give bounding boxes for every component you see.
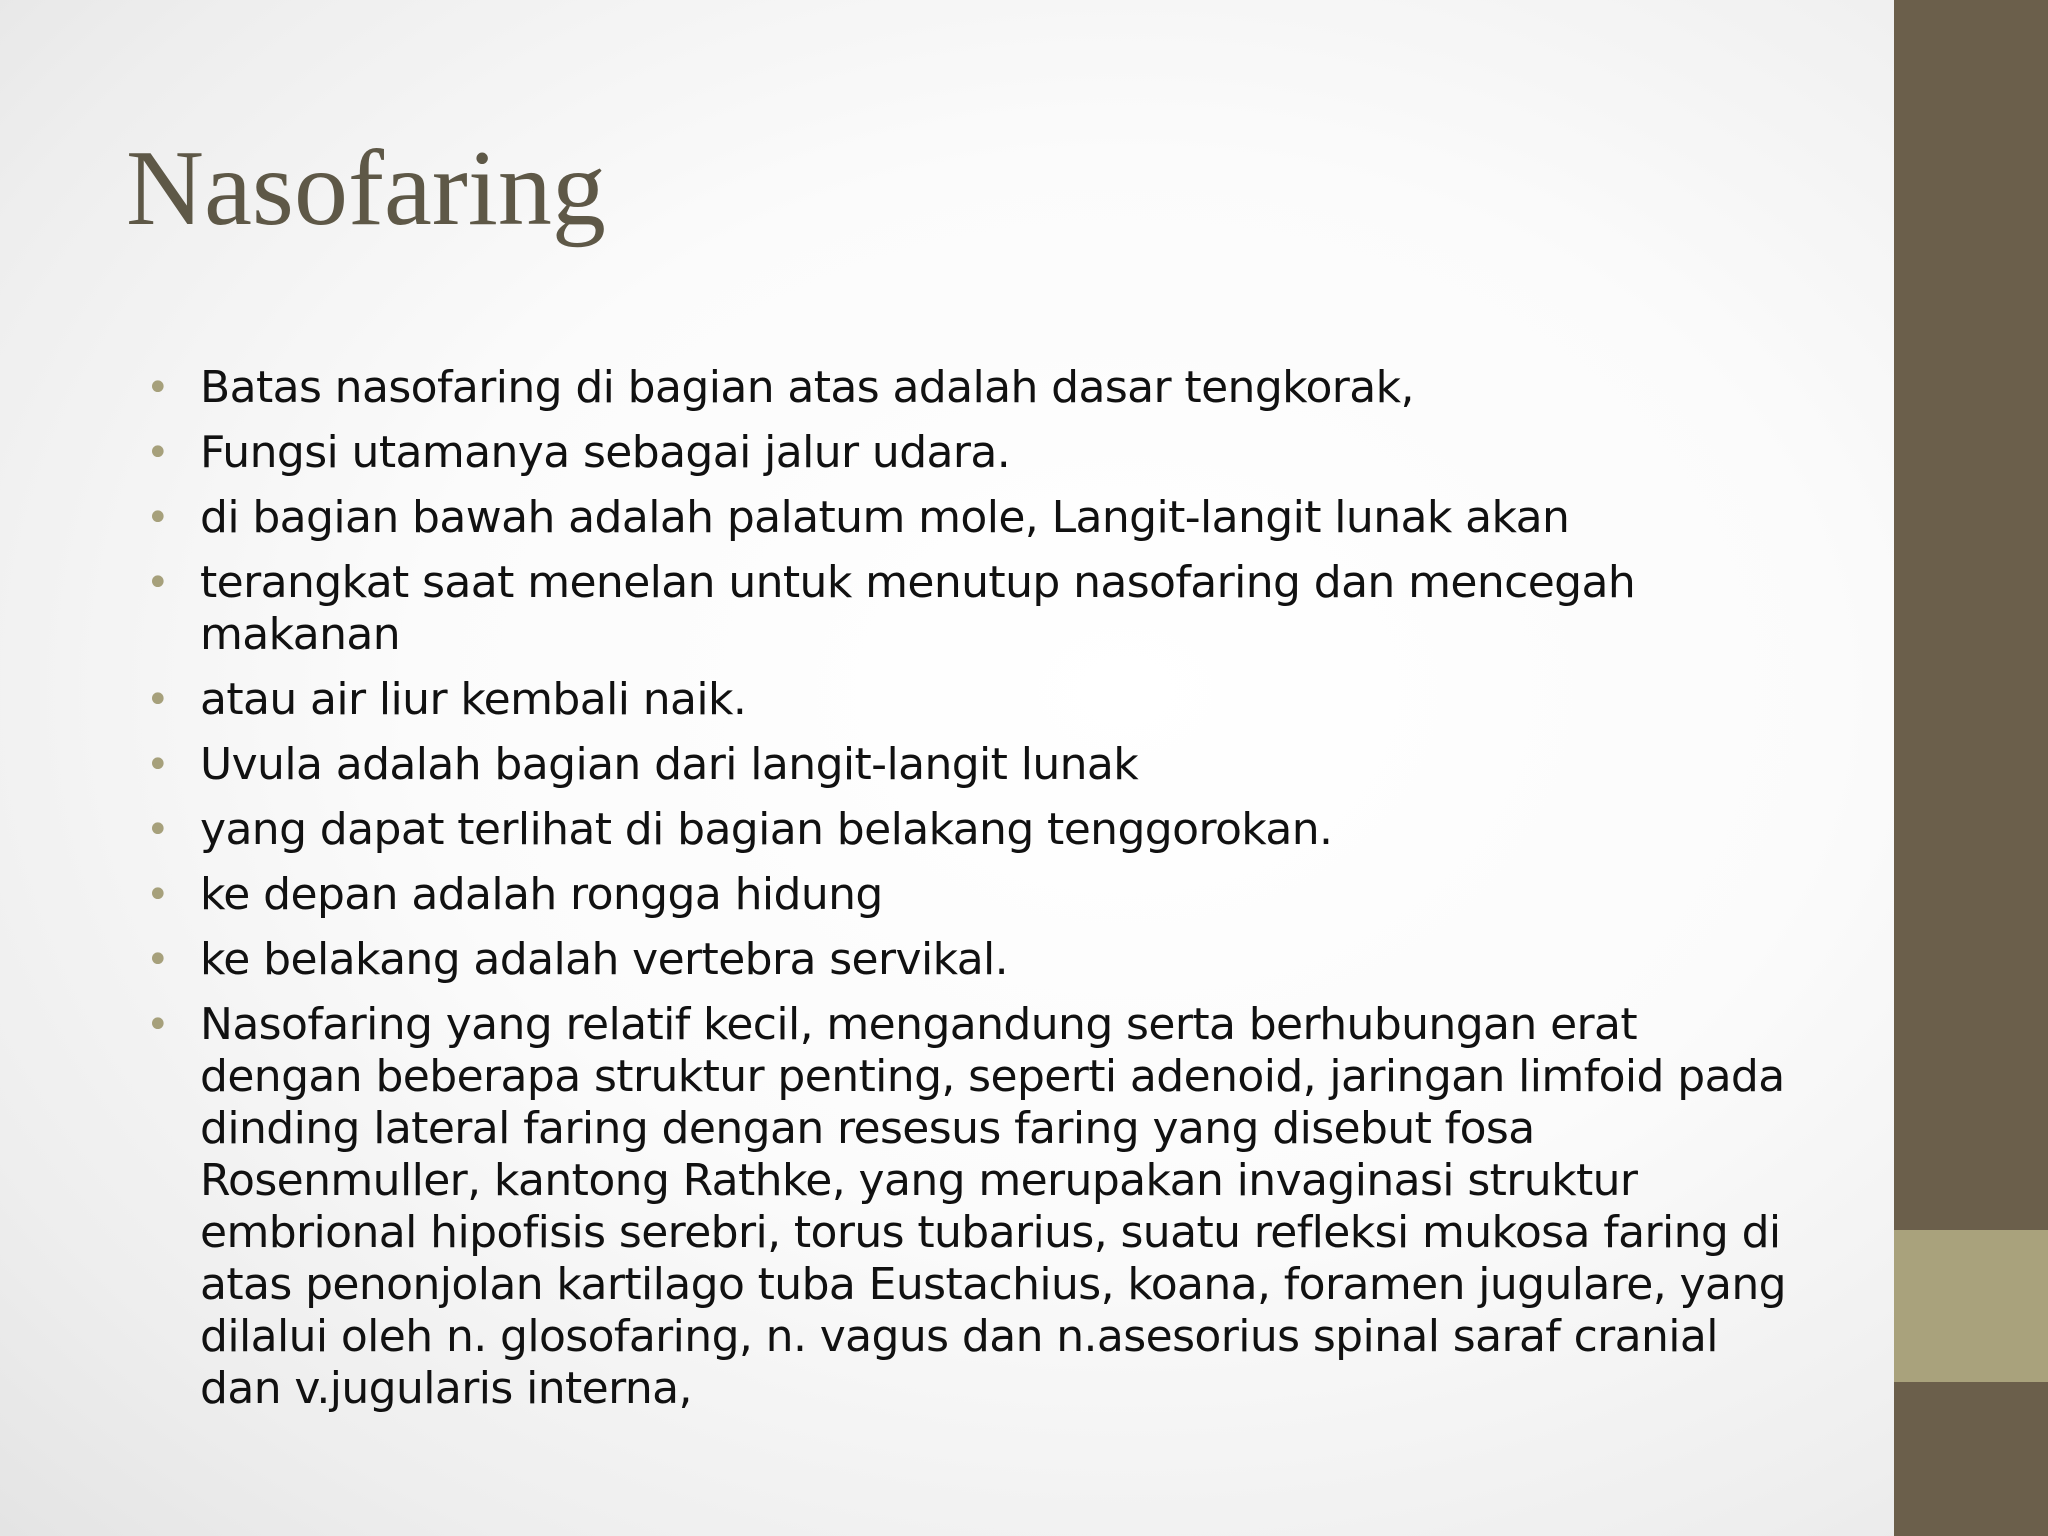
sidebar-accent-block	[1894, 1230, 2048, 1382]
bullet-item	[146, 804, 1786, 856]
bullet-list	[146, 362, 1786, 1428]
bullet-item	[146, 999, 1786, 1415]
bullet-marker-icon: •	[146, 872, 169, 918]
bullet-text: terangkat saat menelan untuk menutup nasofaring dan mencegah makanan	[200, 557, 1636, 660]
bullet-marker-icon: •	[146, 430, 169, 476]
bullet-text: Uvula adalah bagian dari langit-langit lunak	[200, 739, 1139, 790]
bullet-text: ke depan adalah rongga hidung	[200, 869, 883, 920]
bullet-text: di bagian bawah adalah palatum mole, Langit-langit lunak akan	[200, 492, 1570, 543]
bullet-item	[146, 934, 1786, 986]
bullet-marker-icon: •	[146, 937, 169, 983]
bullet-marker-icon: •	[146, 365, 169, 411]
bullet-text: atau air liur kembali naik.	[200, 674, 747, 725]
slide-title: Nasofaring	[126, 129, 606, 248]
bullet-marker-icon: •	[146, 677, 169, 723]
bullet-text: Fungsi utamanya sebagai jalur udara.	[200, 427, 1011, 478]
bullet-item	[146, 427, 1786, 479]
bullet-marker-icon: •	[146, 1002, 169, 1048]
bullet-item	[146, 674, 1786, 726]
bullet-item	[146, 492, 1786, 544]
bullet-text: Batas nasofaring di bagian atas adalah dasar tengkorak,	[200, 362, 1414, 413]
bullet-item	[146, 869, 1786, 921]
bullet-item	[146, 739, 1786, 791]
bullet-text: yang dapat terlihat di bagian belakang tenggorokan.	[200, 804, 1333, 855]
bullet-marker-icon: •	[146, 495, 169, 541]
bullet-item	[146, 557, 1786, 661]
bullet-text: ke belakang adalah vertebra servikal.	[200, 934, 1009, 985]
bullet-marker-icon: •	[146, 560, 169, 606]
decorative-sidebar	[1894, 0, 2048, 1536]
bullet-text: Nasofaring yang relatif kecil, mengandung serta berhubungan erat dengan beberapa struktur penting, seperti adenoid, jaringan limfoid pada dinding lateral faring dengan resesus faring yang disebut fosa Rosenmuller, kantong Rathke, yang merupakan invaginasi struktur embrional hipofisis serebri, torus tubarius, suatu refleksi mukosa faring di atas penonjolan kartilago tuba Eustachius, koana, foramen jugulare, yang dilalui oleh n. glosofaring, n. vagus dan n.asesorius spinal saraf cranial dan v.jugularis interna,	[200, 999, 1786, 1414]
bullet-marker-icon: •	[146, 807, 169, 853]
bullet-marker-icon: •	[146, 742, 169, 788]
bullet-item	[146, 362, 1786, 414]
